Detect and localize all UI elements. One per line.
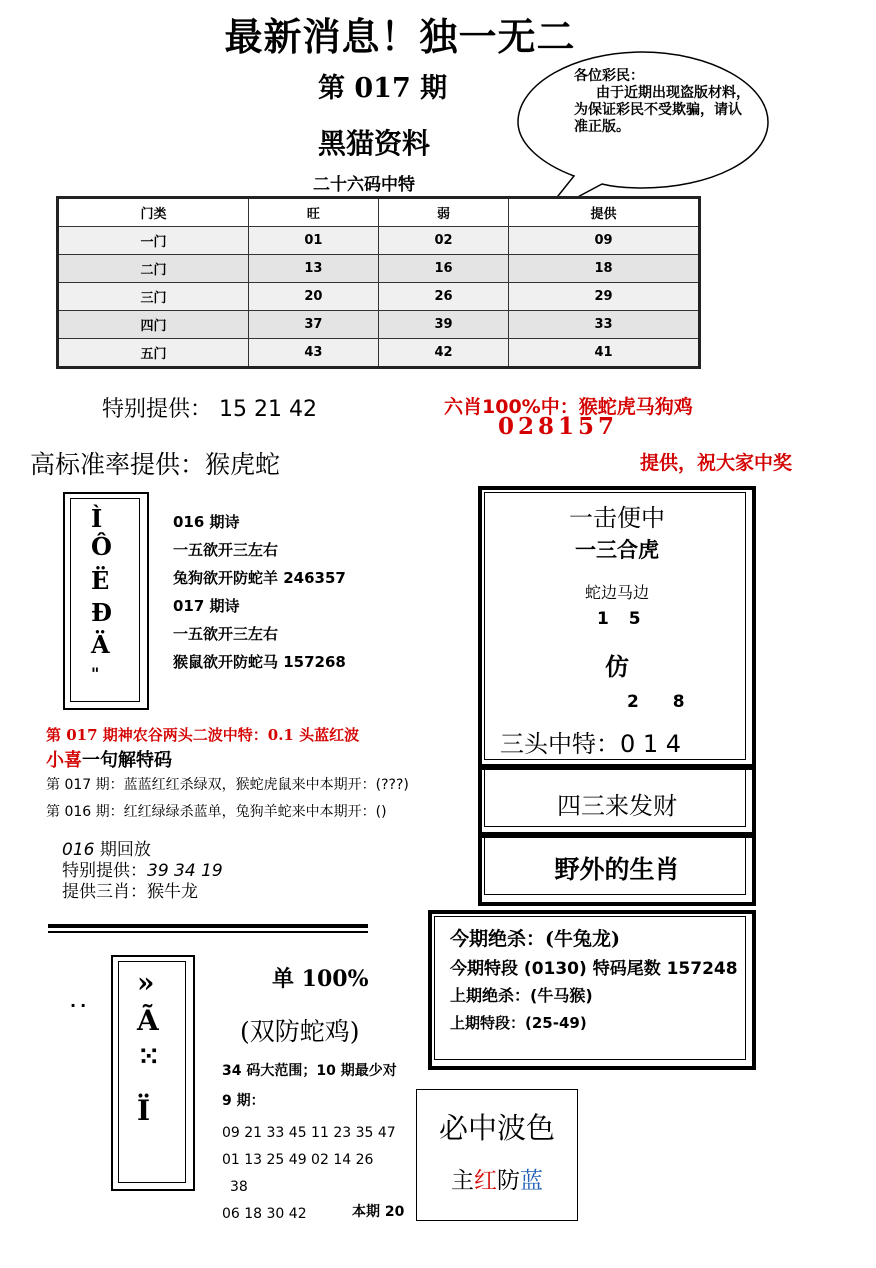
three-head: 三头中特：0 1 4 (500, 730, 682, 758)
replay-issue-num: 016 (62, 840, 95, 860)
table-cell: 20 (248, 283, 378, 311)
table-cell: 18 (509, 255, 700, 283)
table-header: 提供 (509, 198, 700, 227)
table-cell: 16 (378, 255, 508, 283)
vertical-char: Ë (91, 566, 110, 595)
wave-title: 必中波色 (438, 1111, 555, 1145)
kill-line: 今期绝杀：(牛兔龙) (450, 928, 620, 950)
xiaoxi-red: 小喜 (46, 750, 82, 771)
table-row (58, 311, 700, 339)
high-rate-offer: 高标准率提供：猴虎蛇 (30, 450, 281, 479)
table-cell: 29 (509, 283, 700, 311)
table-cell: 37 (248, 311, 378, 339)
single-100: 单 100% (272, 966, 369, 992)
kill-lines (450, 924, 738, 1036)
divider (48, 924, 368, 928)
table-cell: 09 (509, 227, 700, 255)
current-issue: 本期 20 (352, 1204, 405, 1220)
vertical-char: Ô (91, 532, 112, 561)
table-cell: 26 (378, 283, 508, 311)
subtitle: 黑猫资料 (318, 127, 431, 160)
zodiac-table (56, 196, 701, 369)
box-wild-text: 野外的生肖 (554, 855, 680, 884)
table-cell: 01 (248, 227, 378, 255)
table-header: 弱 (378, 198, 508, 227)
poem-line: 016 期诗 (173, 513, 240, 531)
table-header: 旺 (248, 198, 378, 227)
replay-special (62, 861, 223, 882)
special-offer: 特别提供： 15 21 42 (102, 397, 317, 422)
replay-issue-label: 期回放 (99, 840, 151, 860)
dots: .. (70, 992, 91, 1011)
number-line: 01 13 25 49 02 14 26 (222, 1152, 374, 1168)
replay-block (62, 840, 223, 903)
wave-blue: 蓝 (520, 1168, 543, 1194)
issue-number: 第 017 期 (318, 73, 448, 104)
table-caption: 二十六码中特 (313, 175, 415, 195)
poem-line: 一五欲开三左右 (173, 625, 279, 643)
replay-three: 提供三肖：猴牛龙 (62, 882, 198, 902)
vertical-char: Ã (137, 1004, 159, 1037)
nonggu-line: 第 017 期神农谷两头二波中特：0.1 头蓝红波 (46, 726, 360, 744)
divider (48, 931, 368, 933)
wave-guard: 防 (497, 1168, 520, 1194)
double-guard: (双防蛇鸡) (240, 1017, 360, 1046)
vertical-char: Ä (91, 630, 110, 659)
hit-side: 蛇边马边 (584, 583, 649, 602)
vertical-char: Ì (91, 504, 103, 533)
replay-special-nums: 39 34 19 (147, 861, 223, 881)
number-line: 09 21 33 45 11 23 35 47 (222, 1125, 396, 1141)
bubble-text (574, 68, 754, 156)
vertical-char: Ï (137, 1094, 151, 1127)
poem-line: 一五欲开三左右 (173, 541, 279, 559)
vertical-char: Ð (91, 598, 112, 627)
hit-numbers-2: 2 8 (627, 692, 685, 712)
table-header-row (58, 198, 700, 227)
table-row (58, 283, 700, 311)
table-header: 门类 (58, 198, 249, 227)
table-cell: 三门 (58, 283, 249, 311)
vertical-char: » (137, 966, 155, 999)
table-cell: 02 (378, 227, 508, 255)
wave-colors (416, 1162, 578, 1195)
line-017: 第 017 期：蓝蓝红红杀绿双，猴蛇虎鼠来中本期开：(???) (46, 777, 409, 793)
kill-line: 上期绝杀：(牛马猴) (450, 986, 593, 1005)
hit-numbers-1: 1 5 (597, 609, 641, 629)
six-numbers: 028157 (498, 413, 619, 440)
table-cell: 33 (509, 311, 700, 339)
vertical-char: ⁙ (137, 1040, 161, 1073)
box-43-text: 四三来发财 (557, 792, 677, 820)
table-cell: 42 (378, 339, 508, 368)
kill-line: 今期特段 (0130) 特码尾数 157248 (450, 959, 738, 979)
table-row (58, 255, 700, 283)
table-cell: 二门 (58, 255, 249, 283)
number-line: 38 (230, 1179, 248, 1195)
wish-text: 提供，祝大家中奖 (640, 452, 793, 474)
table-row (58, 227, 700, 255)
wave-red: 红 (474, 1168, 497, 1194)
replay-title (62, 840, 223, 861)
table-cell: 43 (248, 339, 378, 368)
page-title: 最新消息！独一无二 (224, 15, 576, 59)
poem-lines (173, 508, 346, 676)
table-row (58, 339, 700, 368)
table-cell: 13 (248, 255, 378, 283)
table-cell: 五门 (58, 339, 249, 368)
table-cell: 41 (509, 339, 700, 368)
poem-line: 兔狗欲开防蛇羊 246357 (173, 569, 346, 587)
hit-subtitle: 一三合虎 (575, 538, 659, 562)
six-zodiac: 六肖100%中：猴蛇虎马狗鸡 (444, 396, 693, 418)
table-cell: 39 (378, 311, 508, 339)
hit-title: 一击便中 (569, 504, 665, 532)
bubble-line-2: 由于近期出现盗版材料，为保证彩民不受欺骗，请认准正版。 (574, 85, 750, 135)
poem-line: 017 期诗 (173, 597, 240, 615)
line-016: 第 016 期：红红绿绿杀蓝单，兔狗羊蛇来中本期开：() (46, 804, 387, 820)
table-cell: 四门 (58, 311, 249, 339)
replay-special-label: 特别提供： (62, 861, 147, 881)
hit-fang: 仿 (605, 653, 629, 681)
xiaoxi-line (46, 746, 172, 772)
number-line: 06 18 30 42 (222, 1206, 307, 1222)
kill-line: 上期特段：(25-49) (450, 1014, 587, 1032)
wave-main: 主 (451, 1168, 474, 1194)
table-cell: 一门 (58, 227, 249, 255)
xiaoxi-black: 一句解特码 (82, 750, 172, 771)
vertical-char: " (91, 664, 100, 683)
poem-line: 猴鼠欲开防蛇马 157268 (173, 653, 346, 671)
range-line-2: 9 期： (222, 1093, 265, 1109)
range-line-1: 34 码大范围；10 期最少对 (222, 1063, 397, 1079)
bubble-line-1: 各位彩民： (574, 68, 644, 84)
